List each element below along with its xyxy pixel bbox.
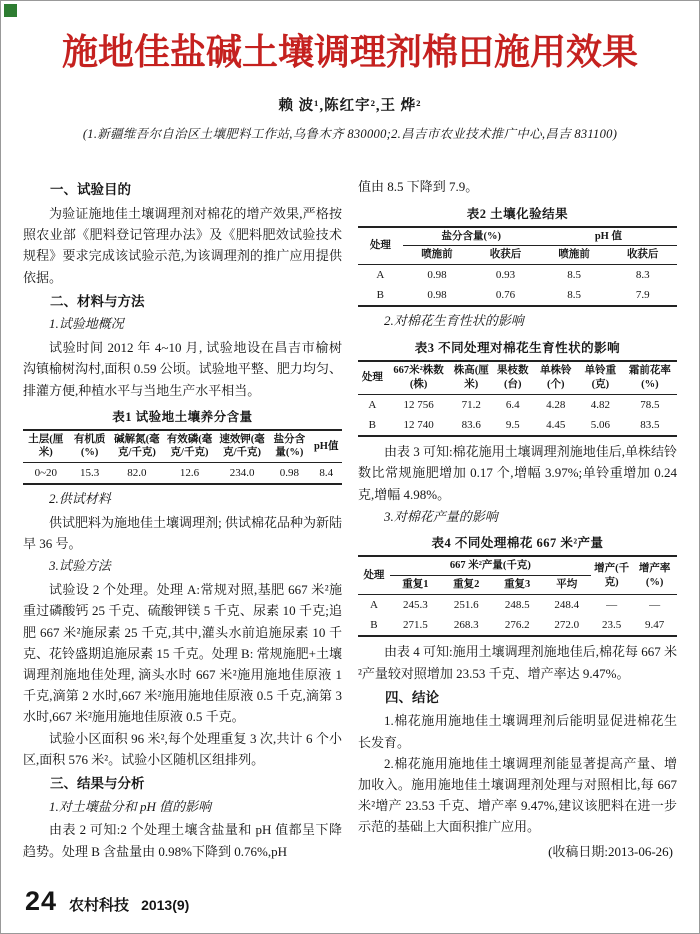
table-row <box>358 415 677 436</box>
table-2-header: 处理 <box>369 239 391 251</box>
table-cell: 272.0 <box>554 619 580 632</box>
table-row <box>358 264 677 285</box>
table-1-header: 速效钾(毫克/千克) <box>219 433 265 459</box>
journal-name: 农村科技 <box>69 897 130 914</box>
table-cell: B <box>368 418 377 431</box>
table-3-header: 果枝数(台) <box>496 365 529 390</box>
table-cell: 276.2 <box>504 619 530 632</box>
table-2-subheader: 收获后 <box>489 249 522 261</box>
page-title: 施地佳盐碱土壤调理剂棉田施用效果 <box>61 31 638 72</box>
table-4 <box>358 555 677 637</box>
table-cell: 8.5 <box>567 289 581 302</box>
table-cell: 251.6 <box>453 598 479 611</box>
table-cell: 5.06 <box>590 418 611 431</box>
subsection-heading: 3.试验方法 <box>49 558 111 574</box>
table-3-header: 霜前花率(%) <box>628 365 671 390</box>
table-cell: B <box>370 619 378 632</box>
table-cell: 0.93 <box>495 268 516 281</box>
table-4-group-header: 667 米²产量(千克) <box>390 556 591 575</box>
section-heading-2: 二、材料与方法 <box>50 293 145 309</box>
section-heading-1: 一、试验目的 <box>50 182 131 198</box>
table-cell: — <box>649 598 661 611</box>
table-cell: A <box>369 598 378 611</box>
table-1-header: pH值 <box>313 440 339 452</box>
table-2-subheader: 喷施前 <box>421 249 453 261</box>
table-3 <box>358 360 677 437</box>
subsection-heading: 2.对棉花生育性状的影响 <box>384 313 524 329</box>
table-2-caption: 表2 土壤化验结果 <box>466 206 569 221</box>
table-cell: 4.82 <box>590 398 611 411</box>
table-1-header: 碱解氮(毫克/千克) <box>114 433 160 459</box>
issue-number: 2013(9) <box>141 897 190 913</box>
table-cell: 234.0 <box>229 466 255 479</box>
article-body <box>1 176 699 861</box>
authors-line: 赖 波¹,陈红宇²,王 烨² <box>278 98 422 115</box>
table-cell: 78.5 <box>640 398 660 411</box>
table-4-header: 增产(千克) <box>594 562 630 588</box>
table-cell: 248.4 <box>554 598 580 611</box>
table-3-header: 667米²株数(株) <box>393 365 444 390</box>
page-footer <box>25 886 189 917</box>
table-2-group-header: pH 值 <box>540 227 677 246</box>
table-cell: B <box>376 289 384 302</box>
table-cell: 0.98 <box>427 268 447 281</box>
left-column <box>23 176 342 861</box>
table-2 <box>358 226 677 308</box>
paragraph: 值由 8.5 下降到 7.9。 <box>358 179 479 195</box>
table-4-header: 增产率(%) <box>638 562 671 588</box>
footer-page-number: 24 <box>25 886 58 916</box>
paragraph: 试验小区面积 96 米²,每个处理重复 3 次,共计 6 个小区,面积 576 米²。试验小区随机区组排列。 <box>23 730 342 767</box>
table-cell: 12 756 <box>403 398 434 411</box>
paragraph: 2.棉花施用施地佳土壤调理剂能显著提高产量、增加收入。施用施地佳土壤调理剂处理与对照相比,每 667 米²增产 23.53 千克、增产率 9.47%,建议该肥料在进一步示范的基础上大面积推广应用。 <box>358 755 677 835</box>
table-cell: 9.5 <box>505 418 520 431</box>
section-heading-3: 三、结果与分析 <box>50 775 145 791</box>
subsection-heading: 1.对土壤盐分和 pH 值的影响 <box>49 798 212 814</box>
paragraph: 1.棉花施用施地佳土壤调理剂后能明显促进棉花生长发育。 <box>358 713 677 750</box>
table-3-header: 处理 <box>361 372 383 384</box>
table-cell: 83.6 <box>461 418 481 431</box>
table-cell: — <box>606 598 618 611</box>
table-4-subheader: 重复2 <box>453 579 480 591</box>
table-row <box>23 462 342 484</box>
table-cell: 12.6 <box>179 466 200 479</box>
table-cell: 0.76 <box>495 289 516 302</box>
table-4-subheader: 平均 <box>556 579 578 591</box>
table-cell: 6.4 <box>505 398 520 411</box>
table-1-header: 有机质(%) <box>73 433 106 459</box>
paragraph: 试验设 2 个处理。处理 A:常规对照,基肥 667 米²施重过磷酸钙 25 千克、硫酸钾镁 5 千克、尿素 10 千克;追肥 667 米²施尿素 25 千克,其中,灌头水前追施尿素 10 千克、花铃盛期追施尿素 15 千克。处理 B: 常规施肥+土壤调理剂施地佳处理, 滴头水时 667 米²施用施地佳原液 1 千克,滴第 2 水时,667 米²施用施地佳原液 0.5 千克,滴第 3 水时,667 米²施用施地佳原液 0.5 千克。 <box>23 582 342 725</box>
paragraph: 试验时间 2012 年 4~10 月, 试验地设在昌吉市榆树沟镇榆树沟村,面积 0.59 公顷。试验地平整、肥力均匀、排灌方便,种植水平与当地生产水平相当。 <box>23 340 342 398</box>
affiliation-line: (1.新疆维吾尔自治区土壤肥料工作站,乌鲁木齐 830000;2.昌吉市农业技术推广中心,昌吉 831100) <box>82 127 618 142</box>
table-cell: A <box>368 398 377 411</box>
table-3-header: 株高(厘米) <box>453 365 489 390</box>
subsection-heading: 2.供试材料 <box>49 491 111 507</box>
paragraph: 为验证施地佳土壤调理剂对棉花的增产效果,严格按照农业部《肥料登记管理办法》及《肥料肥效试验技术规程》要求完成该试验示范,为该调理剂的推广应用提供依据。 <box>23 205 342 285</box>
table-cell: 15.3 <box>79 466 100 479</box>
paragraph: 由表 2 可知:2 个处理土壤含盐量和 pH 值都呈下降趋势。处理 B 含盐量由 0.98%下降到 0.76%,pH <box>23 822 342 859</box>
table-row <box>358 594 677 615</box>
table-4-header: 处理 <box>363 569 385 581</box>
table-1-caption: 表1 试验地土壤养分含量 <box>112 409 253 424</box>
table-3-header: 单铃重(克) <box>584 365 617 390</box>
table-1 <box>23 429 342 486</box>
table-cell: 71.2 <box>461 398 481 411</box>
table-cell: 9.47 <box>645 619 665 632</box>
section-heading-4: 四、结论 <box>385 689 439 705</box>
corner-marker <box>4 4 17 17</box>
table-cell: A <box>376 268 385 281</box>
table-cell: 8.3 <box>635 268 650 281</box>
table-cell: 0~20 <box>34 466 58 479</box>
table-cell: 4.45 <box>546 418 566 431</box>
table-2-subheader: 收获后 <box>626 249 659 261</box>
table-4-subheader: 重复3 <box>504 579 531 591</box>
table-3-caption: 表3 不同处理对棉花生育性状的影响 <box>414 341 621 356</box>
table-cell: 12 740 <box>403 418 434 431</box>
table-1-header: 盐分含量(%) <box>273 433 306 459</box>
table-4-subheader: 重复1 <box>402 579 429 591</box>
table-1-header: 有效磷(毫克/千克) <box>166 433 213 459</box>
subsection-heading: 3.对棉花产量的影响 <box>384 508 498 524</box>
table-cell: 248.5 <box>504 598 530 611</box>
table-cell: 82.0 <box>127 466 147 479</box>
table-row <box>358 285 677 306</box>
received-date: (收稿日期:2013-06-26) <box>548 844 673 860</box>
paragraph: 由表 4 可知:施用土壤调理剂施地佳后,棉花每 667 米²产量较对照增加 23.53 千克、增产率达 9.47%。 <box>358 644 677 681</box>
table-1-header: 土层(厘米) <box>28 433 64 459</box>
table-cell: 8.4 <box>319 466 334 479</box>
table-2-subheader: 喷施前 <box>558 249 590 261</box>
subsection-heading: 1.试验地概况 <box>49 316 124 332</box>
table-cell: 271.5 <box>402 619 428 632</box>
table-cell: 0.98 <box>279 466 299 479</box>
table-row <box>358 394 677 415</box>
table-2-group-header: 盐分含量(%) <box>403 227 540 246</box>
table-cell: 23.5 <box>601 619 622 632</box>
table-cell: 0.98 <box>427 289 447 302</box>
table-3-header: 单株铃(个) <box>540 365 572 390</box>
paragraph: 供试肥料为施地佳土壤调理剂; 供试棉花品种为新陆早 36 号。 <box>23 515 342 552</box>
table-cell: 8.5 <box>567 268 581 281</box>
table-4-caption: 表4 不同处理棉花 667 米²产量 <box>431 536 604 551</box>
right-column <box>358 176 677 861</box>
table-cell: 268.3 <box>453 619 479 632</box>
table-cell: 83.5 <box>640 418 660 431</box>
paragraph: 由表 3 可知:棉花施用土壤调理剂施地佳后,单株结铃数比常规施肥增加 0.17 个,增幅 3.97%;单铃重增加 0.24 克,增幅 4.98%。 <box>358 444 677 502</box>
table-cell: 245.3 <box>402 598 428 611</box>
table-row <box>358 615 677 636</box>
table-cell: 7.9 <box>635 289 650 302</box>
table-cell: 4.28 <box>546 398 566 411</box>
